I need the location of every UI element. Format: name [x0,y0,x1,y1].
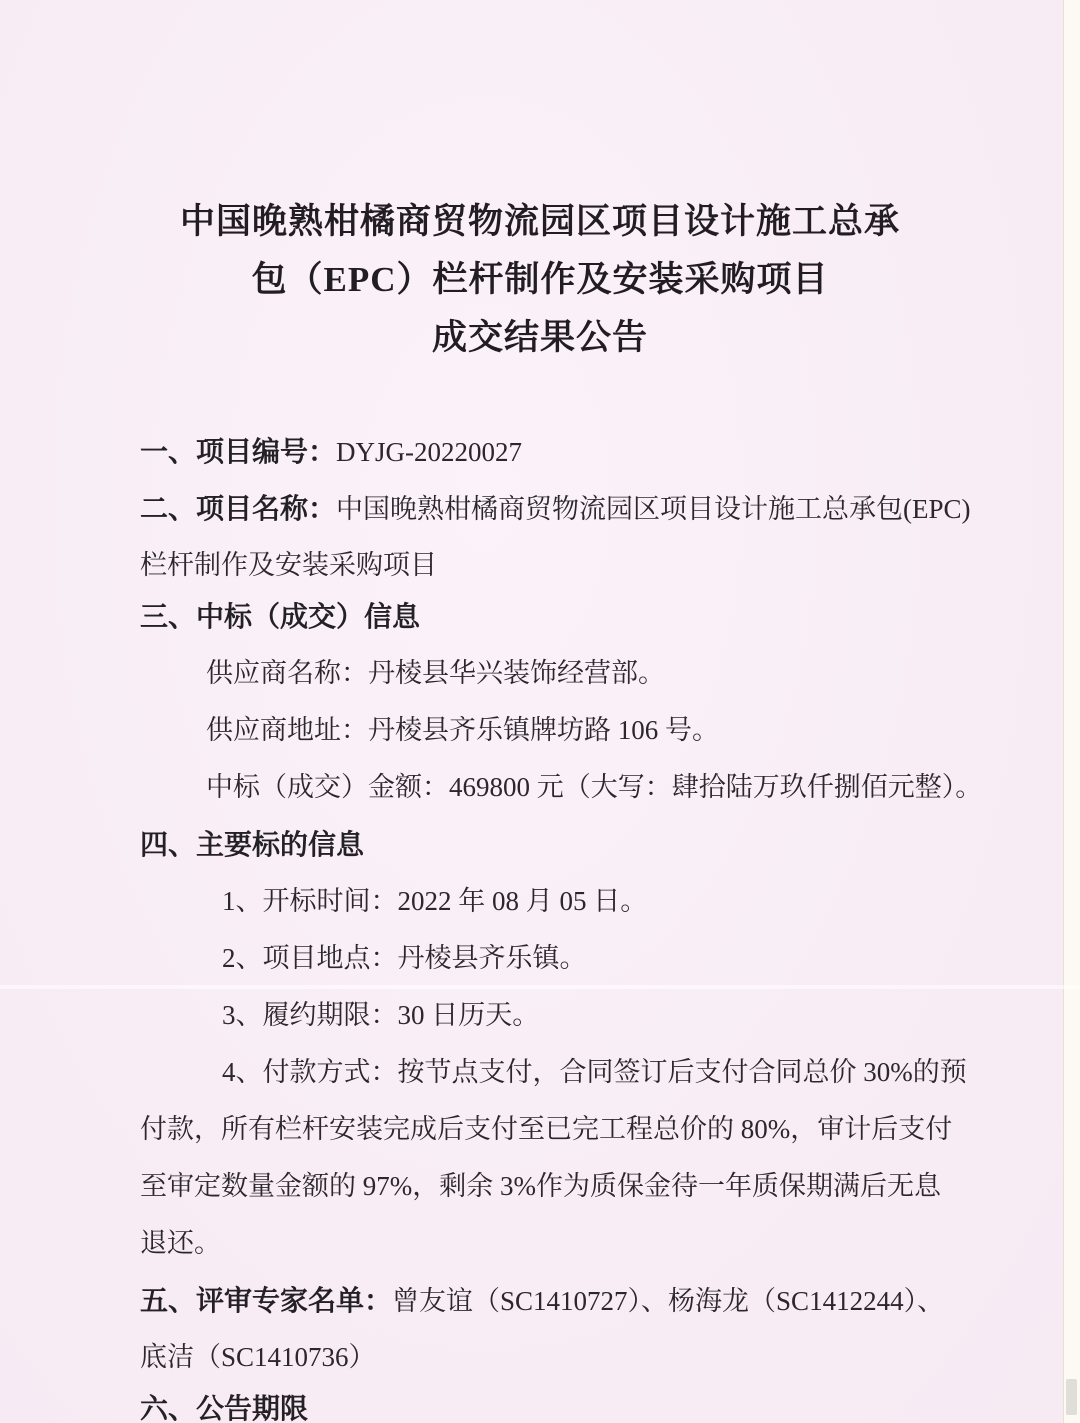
payment-terms-line-4: 退还。 [140,1228,221,1258]
title-line-1: 中国晚熟柑橘商贸物流园区项目设计施工总承 [179,202,900,241]
project-name-value: 中国晚熟柑橘商贸物流园区项目设计施工总承包(EPC) [336,494,971,524]
document-body [140,423,1070,1423]
section-3-award-info-heading: 三、中标（成交）信息 [140,601,421,632]
expert-list-continued: 底洁（SC1410736） [140,1342,376,1372]
section-5-label: 五、评审专家名单： [140,1285,393,1316]
project-location-line: 2、项目地点：丹棱县齐乐镇。 [222,943,587,973]
title-line-3: 成交结果公告 [431,318,648,357]
payment-terms-line-1: 4、付款方式：按节点支付，合同签订后支付合同总价 30%的预 [222,1057,967,1087]
supplier-name-line: 供应商名称：丹棱县华兴装饰经营部。 [206,658,665,688]
section-2-label: 二、项目名称： [140,493,337,524]
payment-terms-line-3: 至审定数量金额的 97%，剩余 3%作为质保金待一年质保期满后无息 [140,1171,941,1201]
bid-opening-time-line: 1、开标时间：2022 年 08 月 05 日。 [222,886,648,916]
project-name-continued: 栏杆制作及安装采购项目 [140,550,437,580]
section-4-subject-info-heading: 四、主要标的信息 [140,829,365,860]
payment-terms-line-2: 付款，所有栏杆安装完成后支付至已完工程总价的 80%，审计后支付 [140,1114,953,1144]
document-title [80,193,1000,367]
project-number-value: DYJG-20220027 [336,437,523,467]
expert-list-value: 曾友谊（SC1410727）、杨海龙（SC1412244）、 [392,1286,945,1316]
performance-period-line: 3、履约期限：30 日历天。 [222,1000,540,1030]
section-6-announcement-period-heading: 六、公告期限 [140,1393,309,1423]
section-5-expert-list-line [140,1272,1070,1329]
section-1-project-number [140,423,1070,480]
section-2-project-name [140,480,1070,537]
supplier-address-line: 供应商地址：丹棱县齐乐镇牌坊路 106 号。 [206,715,719,745]
award-amount-line: 中标（成交）金额：469800 元（大写：肆拾陆万玖仟捌佰元整）。 [206,772,983,802]
section-1-label: 一、项目编号： [140,436,337,467]
title-line-2: 包（EPC）栏杆制作及安装采购项目 [251,260,829,299]
